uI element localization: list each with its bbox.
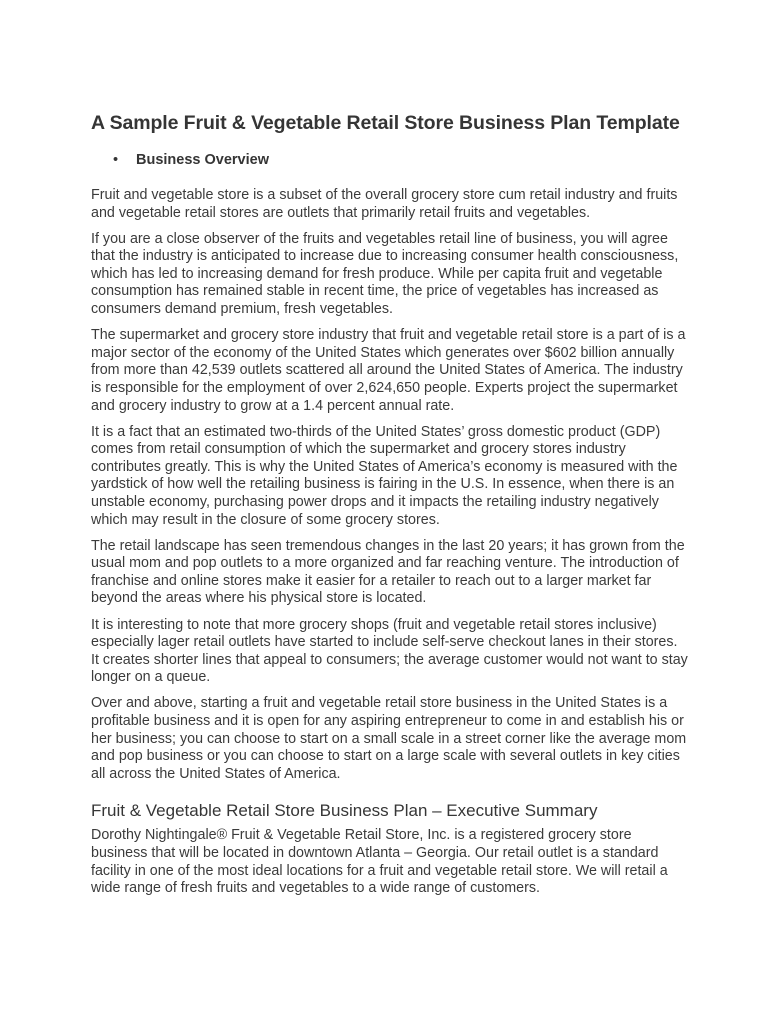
paragraph-3: The supermarket and grocery store industry that fruit and vegetable retail store is a part of is a major sector of the economy of the United States which generates over $602 billion annually from more than 42,539 outlets scattered all around the United States of America. The industry is responsible for the employment of over 2,624,650 people. Experts project the supermarket and grocery industry to grow at a 1.4 percent annual rate. bbox=[91, 327, 686, 414]
paragraph-1: Fruit and vegetable store is a subset of the overall grocery store cum retail industry and fruits and vegetable retail stores are outlets that primarily retail fruits and vegetables. bbox=[91, 187, 678, 221]
document-title: A Sample Fruit & Vegetable Retail Store Business Plan Template bbox=[91, 112, 680, 134]
paragraph-7: Over and above, starting a fruit and vegetable retail store business in the United States is a profitable business and it is open for any aspiring entrepreneur to come in and establish his or her business; you can choose to start on a small scale in a street corner like the average mom and pop business or you can choose to start on a large scale with several outlets in key cities all across the United States of America. bbox=[91, 695, 687, 782]
bullet-business-overview bbox=[113, 150, 688, 170]
bullet-list bbox=[91, 150, 688, 170]
paragraph-2: If you are a close observer of the fruits and vegetables retail line of business, you will agree that the industry is anticipated to increase due to increasing consumer health consciousness, which has led to increasing demand for fresh produce. While per capita fruit and vegetable consumption has remained stable in recent time, the price of vegetables has increased as consumers demand premium, fresh vegetables. bbox=[91, 230, 679, 318]
paragraph-4: It is a fact that an estimated two-thirds of the United States’ gross domestic product (GDP) comes from retail consumption of which the supermarket and grocery stores industry contributes greatly. This is why the United States of America’s economy is measured with the yardstick of how well the retailing business is fairing in the U.S. In essence, when there is an unstable economy, purchasing power drops and it impacts the retailing industry negatively which may result in the closure of some grocery stores. bbox=[91, 423, 678, 528]
paragraph-6: It is interesting to note that more grocery shops (fruit and vegetable retail stores inclusive) especially lager retail outlets have started to include self-serve checkout lanes in their stores. It creates shorter lines that appeal to consumers; the average customer would not want to stay longer on a queue. bbox=[91, 616, 688, 686]
paragraph-5: The retail landscape has seen tremendous changes in the last 20 years; it has grown from the usual mom and pop outlets to a more organized and far reaching venture. The introduction of franchise and online stores make it easier for a retailer to reach out to a larger market far beyond the areas where his physical store is located. bbox=[91, 537, 685, 607]
bullet-dot-icon: • bbox=[113, 152, 119, 168]
bullet-label: Business Overview bbox=[136, 152, 269, 168]
section-heading-executive-summary: Fruit & Vegetable Retail Store Business Plan – Executive Summary bbox=[91, 801, 598, 821]
summary-paragraph: Dorothy Nightingale® Fruit & Vegetable Retail Store, Inc. is a registered grocery store business that will be located in downtown Atlanta – Georgia. Our retail outlet is a standard facility in one of the most ideal locations for a fruit and vegetable retail store. We will retail a wide range of fresh fruits and vegetables to a wide range of customers. bbox=[91, 827, 668, 897]
